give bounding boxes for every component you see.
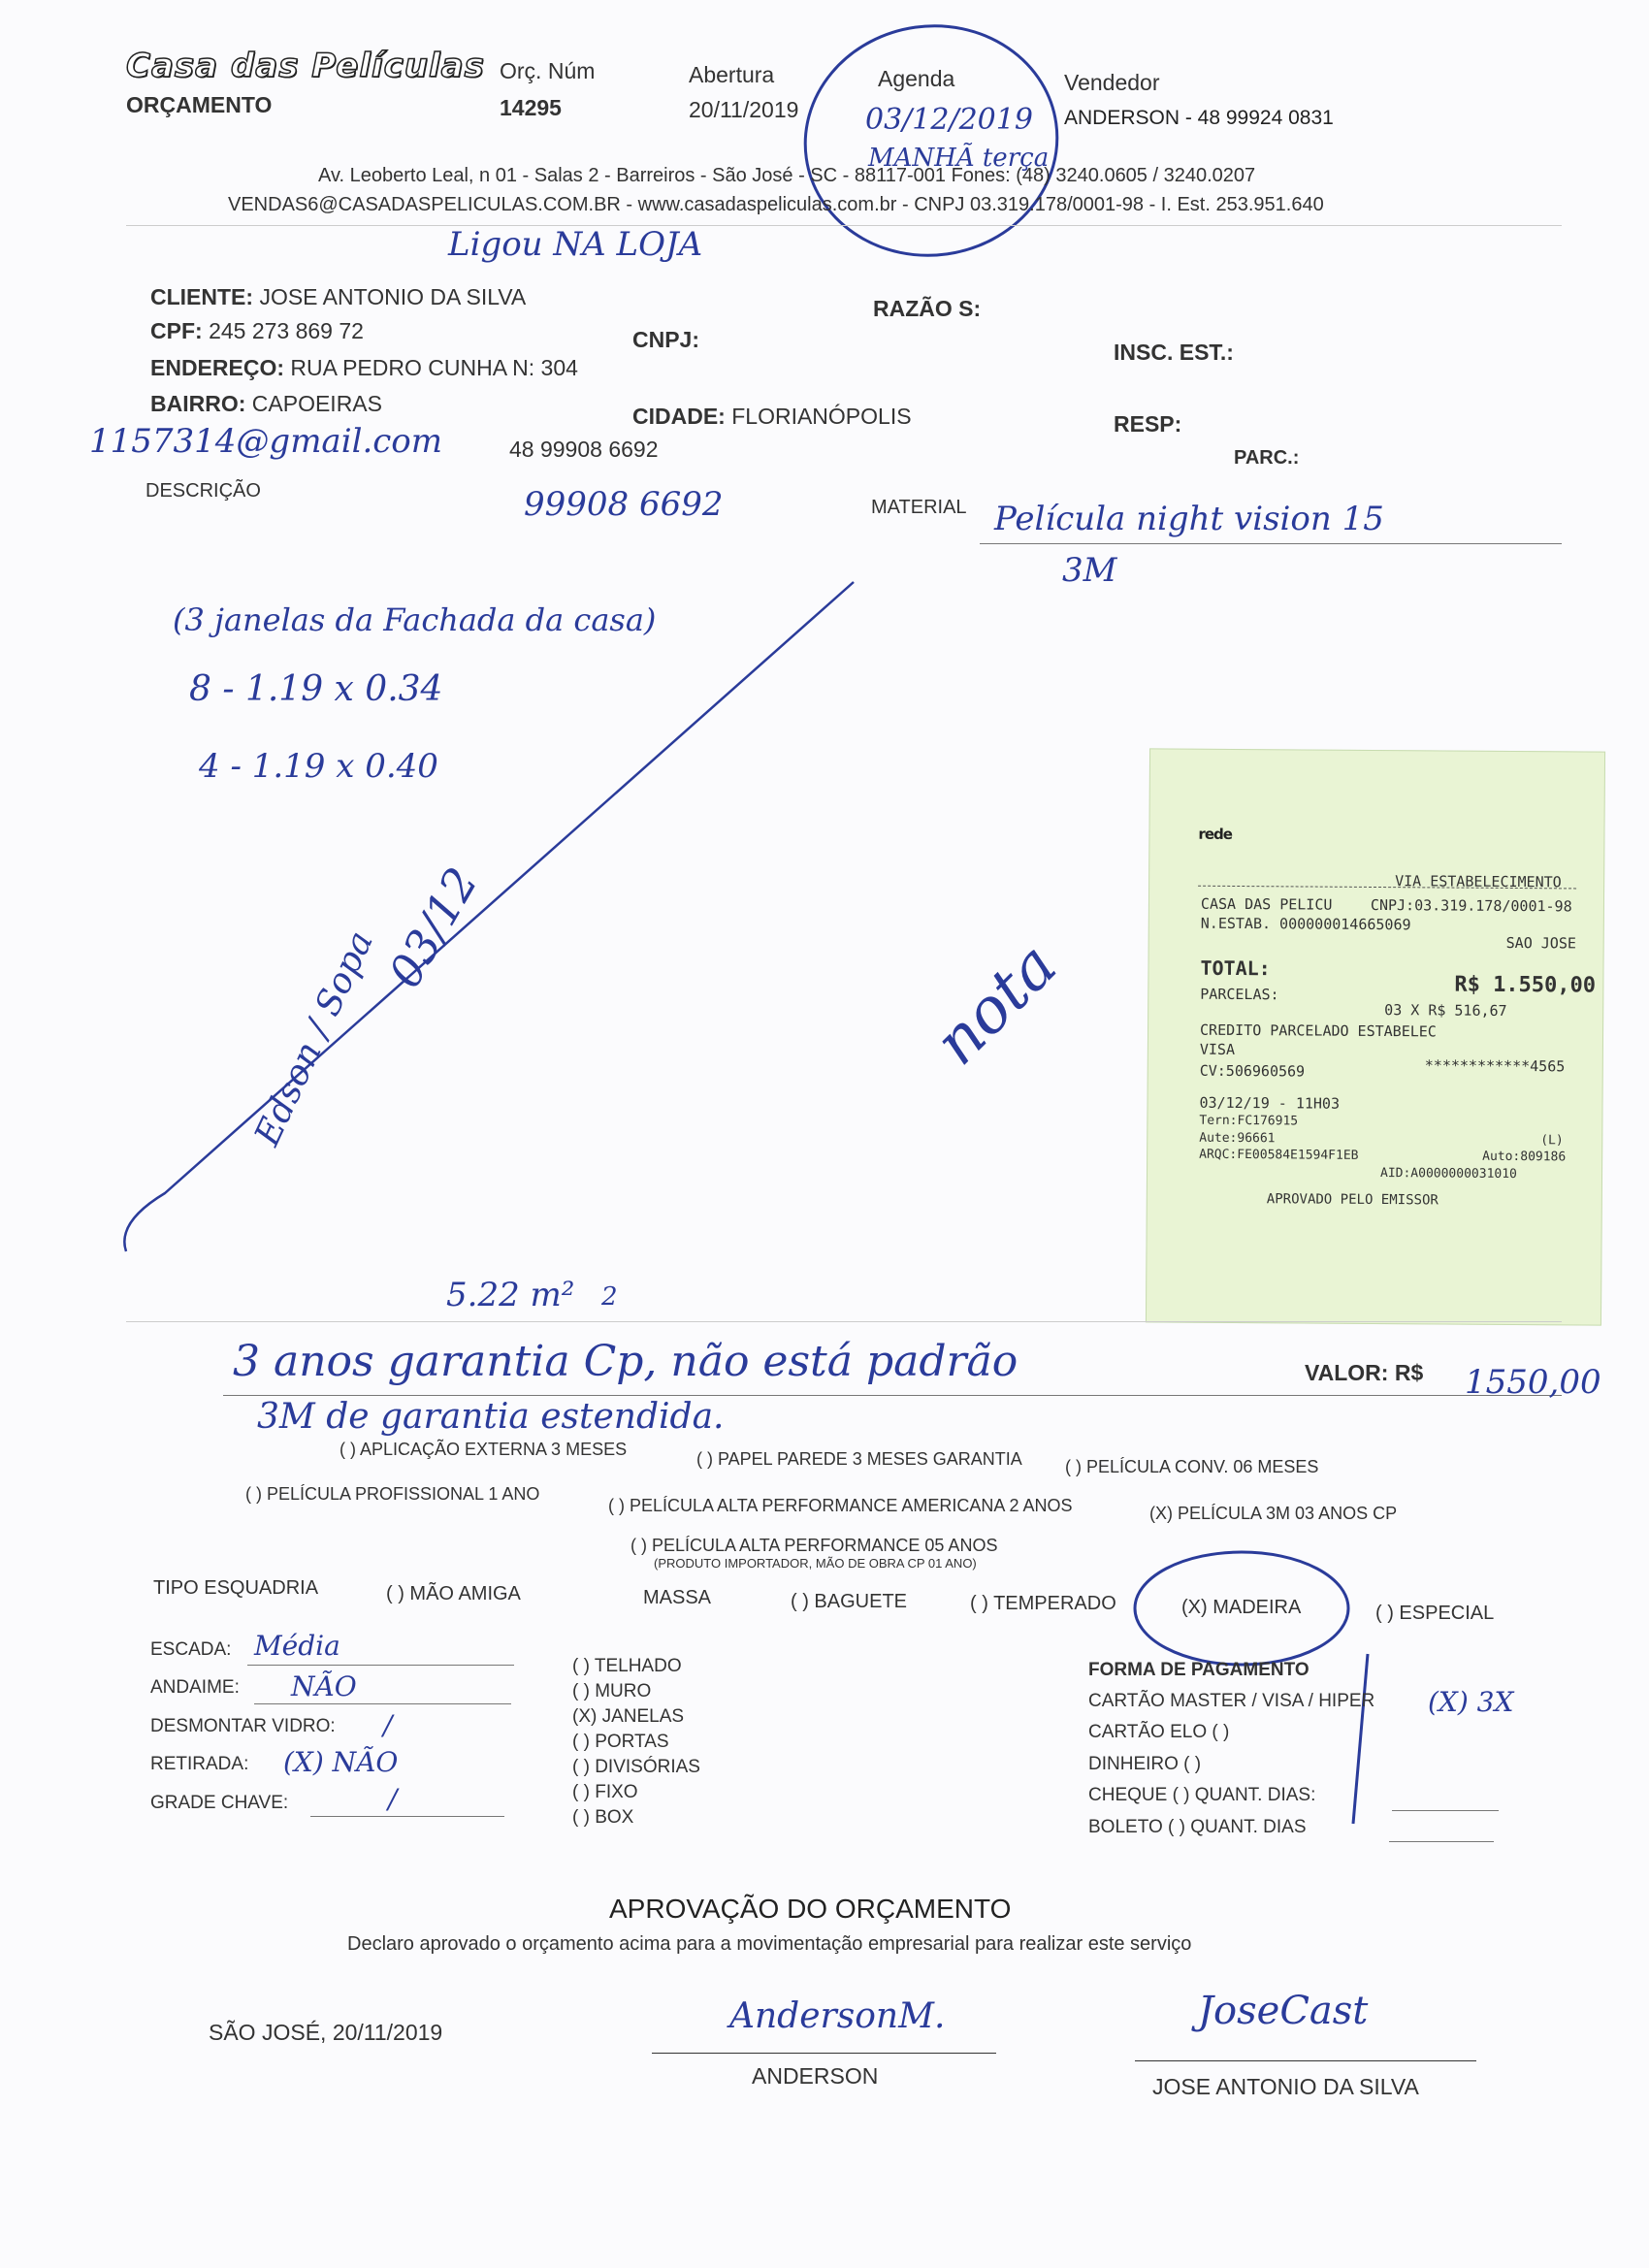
receipt-city: SAO JOSE	[1505, 933, 1576, 953]
payment-dinheiro[interactable]: DINHEIRO ( )	[1088, 1754, 1202, 1774]
receipt-auto1: Aute:96661	[1199, 1130, 1276, 1147]
payment-boleto[interactable]: BOLETO ( ) QUANT. DIAS	[1088, 1817, 1307, 1837]
valor-label: VALOR: R$	[1305, 1360, 1424, 1385]
descricao-label: DESCRIÇÃO	[146, 480, 261, 502]
loc-divisorias[interactable]: ( ) DIVISÓRIAS	[572, 1757, 700, 1777]
material-label: MATERIAL	[871, 497, 967, 518]
esquadria-label: TIPO ESQUADRIA	[153, 1577, 319, 1599]
payment-master-visa-value[interactable]: (X) 3X	[1428, 1686, 1514, 1718]
cnpj-label: CNPJ:	[632, 327, 700, 352]
loc-fixo[interactable]: ( ) FIXO	[572, 1782, 638, 1802]
area-value: 5.22 m²	[446, 1276, 575, 1314]
side-note-word: nota	[922, 929, 1071, 1080]
material-underline	[980, 543, 1562, 544]
loc-muro[interactable]: ( ) MURO	[572, 1681, 652, 1701]
loc-box[interactable]: ( ) BOX	[572, 1807, 634, 1828]
divider-header	[126, 225, 1562, 226]
esquadria-madeira[interactable]: (X) MADEIRA	[1181, 1597, 1302, 1618]
resp-label: RESP:	[1114, 411, 1182, 437]
address-line: Av. Leoberto Leal, n 01 - Salas 2 - Barreiros - São José - SC - 88117-001 Fones: (48) 3240.0605 / 3240.0207	[318, 165, 1256, 186]
endereco-field: ENDEREÇO: RUA PEDRO CUNHA N: 304	[150, 355, 578, 380]
receipt-total-value: R$ 1.550,00	[1454, 972, 1597, 998]
esquadria-especial[interactable]: ( ) ESPECIAL	[1375, 1603, 1495, 1624]
material-handwritten: Película night vision 15	[994, 500, 1384, 538]
escada-label: ESCADA:	[150, 1639, 232, 1660]
orc-number: 14295	[500, 95, 562, 120]
abertura-date: 20/11/2019	[689, 97, 799, 122]
cidade-field: CIDADE: FLORIANÓPOLIS	[632, 404, 912, 429]
warranty-line2: 3M de garantia estendida.	[257, 1397, 725, 1437]
receipt-status: APROVADO PELO EMISSOR	[1266, 1191, 1439, 1209]
loc-janelas[interactable]: (X) JANELAS	[572, 1706, 685, 1727]
razao-label: RAZÃO S:	[873, 296, 982, 321]
seller-signature: AndersonM.	[729, 1996, 946, 2036]
option-pelicula-conv[interactable]: ( ) PELÍCULA CONV. 06 MESES	[1065, 1457, 1319, 1476]
bairro-field: BAIRRO: CAPOEIRAS	[150, 391, 382, 416]
receipt-aid: AID:A0000000031010	[1379, 1166, 1517, 1183]
grade-label: GRADE CHAVE:	[150, 1793, 289, 1813]
payment-master-visa[interactable]: CARTÃO MASTER / VISA / HIPER	[1088, 1691, 1375, 1711]
agenda-date: 03/12/2019	[865, 103, 1033, 137]
payment-cheque[interactable]: CHEQUE ( ) QUANT. DIAS:	[1088, 1785, 1316, 1805]
loc-telhado[interactable]: ( ) TELHADO	[572, 1656, 682, 1676]
vendedor-label: Vendedor	[1064, 70, 1160, 95]
receipt-term: Tern:FC176915	[1199, 1113, 1299, 1129]
parc-label: PARC.:	[1234, 447, 1300, 469]
andaime-value[interactable]: NÃO	[291, 1670, 357, 1702]
retirada-label: RETIRADA:	[150, 1754, 249, 1774]
receipt-arqc: ARQC:FE00584E1594F1EB	[1199, 1147, 1359, 1163]
cliente-field: CLIENTE: JOSE ANTONIO DA SILVA	[150, 284, 527, 309]
esquadria-temperado[interactable]: ( ) TEMPERADO	[970, 1593, 1116, 1614]
grade-value[interactable]: /	[388, 1783, 398, 1815]
agenda-label: Agenda	[878, 66, 955, 91]
receipt-merchant: CASA DAS PELICU	[1200, 894, 1333, 914]
agenda-circle	[791, 10, 1072, 272]
place-date: SÃO JOSÉ, 20/11/2019	[209, 2020, 443, 2045]
esquadria-mao-amiga[interactable]: ( ) MÃO AMIGA	[386, 1583, 521, 1604]
payment-title: FORMA DE PAGAMENTO	[1088, 1660, 1310, 1680]
approval-declaration: Declaro aprovado o orçamento acima para a movimentação empresarial para realizar este serviço	[347, 1933, 1192, 1955]
orc-label: Orç. Núm	[500, 58, 596, 83]
retirada-value[interactable]: (X) NÃO	[283, 1746, 399, 1778]
email-handwritten: 1157314@gmail.com	[89, 422, 443, 461]
option-pelicula-profissional[interactable]: ( ) PELÍCULA PROFISSIONAL 1 ANO	[245, 1484, 540, 1504]
approval-title: APROVAÇÃO DO ORÇAMENTO	[609, 1894, 1012, 1924]
material-brand: 3M	[1062, 551, 1117, 590]
esquadria-massa[interactable]: MASSA	[643, 1587, 712, 1608]
client-signature: JoseCast	[1198, 1989, 1369, 2033]
side-note-name: Edson / Sopa	[247, 924, 381, 1152]
company-logo: Casa das Películas	[126, 47, 485, 85]
valor-handwritten: 1550,00	[1465, 1363, 1601, 1402]
agenda-note: MANHÃ terça	[868, 144, 1050, 173]
warranty-line1: 3 anos garantia Cp, não está padrão	[233, 1337, 1018, 1386]
contact-line: VENDAS6@CASADASPELICULAS.COM.BR - www.casadaspeliculas.com.br - CNPJ 03.319.178/0001-98 - I. Est. 253.951.640	[228, 194, 1324, 215]
loc-portas[interactable]: ( ) PORTAS	[572, 1732, 669, 1752]
receipt-parcelas-label: PARCELAS:	[1200, 985, 1279, 1004]
option-aplicacao-externa[interactable]: ( ) APLICAÇÃO EXTERNA 3 MESES	[340, 1440, 628, 1459]
abertura-label: Abertura	[689, 62, 775, 87]
receipt-total-label: TOTAL:	[1200, 956, 1271, 981]
phone-handwritten: 99908 6692	[524, 485, 724, 524]
phone: 48 99908 6692	[509, 437, 659, 462]
cpf-field: CPF: 245 273 869 72	[150, 318, 364, 343]
receipt-estab: N.ESTAB. 000000014665069	[1200, 914, 1411, 934]
receipt-cv: CV:506960569	[1199, 1061, 1306, 1081]
client-name: JOSE ANTONIO DA SILVA	[1152, 2074, 1419, 2099]
desmontar-value[interactable]: /	[383, 1709, 393, 1741]
andaime-label: ANDAIME:	[150, 1677, 240, 1698]
receipt-cnpj: CNPJ:03.319.178/0001-98	[1370, 895, 1572, 916]
option-pelicula-americana[interactable]: ( ) PELÍCULA ALTA PERFORMANCE AMERICANA 2 ANOS	[608, 1496, 1073, 1515]
receipt-data-hora: 03/12/19 - 11H03	[1199, 1093, 1341, 1113]
desc-line3: 4 - 1.19 x 0.40	[199, 747, 438, 786]
receipt-tipo: CREDITO PARCELADO ESTABELEC	[1199, 1021, 1437, 1041]
divider-warranty	[126, 1321, 1562, 1322]
handwritten-note: Ligou NA LOJA	[448, 225, 703, 264]
esquadria-baguete[interactable]: ( ) BAGUETE	[791, 1591, 908, 1612]
insc-label: INSC. EST.:	[1114, 340, 1234, 365]
receipt-l-mark: (L)	[1540, 1133, 1564, 1149]
payment-stroke	[1353, 1654, 1368, 1824]
escada-value[interactable]: Média	[254, 1630, 340, 1662]
side-note-date: 03/12	[378, 859, 489, 996]
payment-elo[interactable]: CARTÃO ELO ( )	[1088, 1722, 1230, 1742]
desmontar-label: DESMONTAR VIDRO:	[150, 1716, 336, 1736]
desc-line2: 8 - 1.19 x 0.34	[189, 669, 443, 709]
option-pelicula-3m[interactable]: (X) PELÍCULA 3M 03 ANOS CP	[1149, 1504, 1398, 1523]
seller-name: ANDERSON	[752, 2063, 879, 2089]
receipt-bandeira: VISA	[1199, 1040, 1236, 1058]
vendedor-value: ANDERSON - 48 99924 0831	[1064, 107, 1334, 129]
receipt-brand: rede	[1198, 825, 1233, 843]
option-pelicula-05-anos-sub: (PRODUTO IMPORTADOR, MÃO DE OBRA CP 01 ANO)	[654, 1556, 977, 1571]
svg-text:2: 2	[601, 1282, 618, 1312]
receipt-parcelas-value: 03 X R$ 516,67	[1384, 1001, 1507, 1020]
option-pelicula-05-anos[interactable]: ( ) PELÍCULA ALTA PERFORMANCE 05 ANOS	[630, 1536, 998, 1555]
option-papel-parede[interactable]: ( ) PAPEL PAREDE 3 MESES GARANTIA	[696, 1449, 1022, 1469]
desc-line1: (3 janelas da Fachada da casa)	[173, 601, 657, 638]
receipt-cartao: ************4565	[1424, 1056, 1566, 1076]
receipt-auto2: Auto:809186	[1482, 1149, 1567, 1165]
card-receipt	[1146, 748, 1605, 1325]
receipt-via: VIA ESTABELECIMENTO	[1395, 872, 1562, 891]
doc-type: ORÇAMENTO	[126, 92, 273, 117]
